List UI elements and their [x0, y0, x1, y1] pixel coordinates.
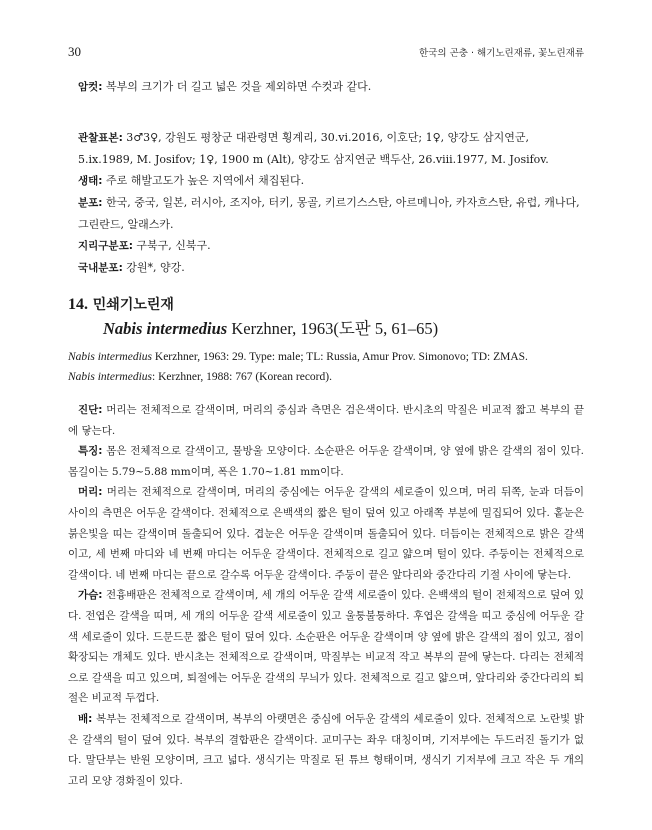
material-section — [68, 127, 584, 279]
ecology-text: 주로 해발고도가 높은 지역에서 채집된다. — [106, 174, 305, 187]
species-scientific-name: Nabis intermedius — [103, 319, 228, 338]
abdomen-label: 배: — [78, 712, 93, 725]
species-author-year: Kerzhner, 1963 — [231, 319, 334, 338]
reference-2 — [68, 367, 598, 387]
reference-2-sci: Nabis intermedius — [68, 371, 153, 383]
species-plate-ref: (도판 5, 61–65) — [333, 319, 439, 338]
material-text: 3♂3♀, 강원도 평창군 대관령면 횡계리, 30.vi.2016, 이호단; 1♀, 양강도 삼지연군, 5.ix.1989, M. Josifov; 1♀, 1900 m (Alt), 양강도 삼지연군 백두산, 26.viii.1977, M. Josifov. — [78, 131, 549, 166]
thorax-label: 가슴: — [78, 589, 103, 602]
abdomen-paragraph — [68, 709, 584, 791]
female-section — [68, 76, 584, 98]
reference-2-text: : Kerzhner, 1988: 767 (Korean record). — [152, 371, 332, 383]
geo-distribution-text: 구북구, 신북구. — [136, 239, 211, 252]
diagnosis-label: 진단: — [78, 404, 103, 416]
reference-1 — [68, 347, 598, 367]
domestic-distribution-text: 강원*, 양강. — [126, 261, 185, 274]
domestic-distribution-label: 국내분포: — [78, 262, 123, 274]
thorax-paragraph — [68, 585, 584, 709]
female-label: 암컷: — [78, 81, 103, 93]
page-header — [68, 44, 584, 60]
features-paragraph — [68, 441, 584, 482]
geo-distribution-label: 지리구분포: — [78, 240, 133, 252]
abdomen-text: 복부는 전체적으로 갈색이며, 복부의 아랫면은 중심에 어두운 갈색의 세로줄이 있다. 전체적으로 노란빛 밝은 갈색의 털이 덮여 있다. 복부의 결합판은 갈색이다. 교미구는 좌우 대칭이며, 기저부에는 두드러진 돌기가 없다. 말단부는 반원 모양이며, 크고 넓다. 생식기는 막질로 된 튜브 형태이며, 생식기 기저부에 크고 작은 두 개의 고리 모양 경화질이 있다. — [68, 712, 585, 787]
head-text: 머리는 전체적으로 갈색이며, 머리의 중심에는 어두운 갈색의 세로줄이 있으며, 머리 뒤쪽, 눈과 더듬이 사이의 측면은 어두운 갈색이다. 전체적으로 은백색의 짧은 털이 덮여 있고 아래쪽 부분에 밀집되어 있다. 홑눈은 붉은빛을 띠는 갈색이며 돌출되어 있다. 겹눈은 어두운 갈색이며 돌출되어 있다. 더듬이는 전체적으로 밝은 갈색이고, 세 번째 마디와 네 번째 마디는 어두운 갈색이다. 전체적으로 길고 얇으며 털이 있다. 주둥이는 전체적으로 갈색이다. 네 번째 마디는 끝으로 갈수록 어두운 갈색이다. 주둥이 끝은 앞다리와 중간다리 기절 사이에 닿는다. — [68, 486, 584, 581]
ecology-label: 생태: — [78, 175, 103, 187]
references — [68, 347, 598, 387]
distribution-label: 분포: — [78, 197, 103, 209]
diagnosis-text: 머리는 전체적으로 갈색이며, 머리의 중심과 측면은 검은색이다. 반시초의 막질은 비교적 짧고 복부의 끝에 닿는다. — [68, 404, 585, 437]
features-label: 특징: — [78, 445, 103, 458]
head-paragraph — [68, 482, 584, 585]
reference-1-text: Kerzhner, 1963: 29. Type: male; TL: Russia, Amur Prov. Simonovo; TD: ZMAS. — [152, 351, 528, 363]
species-korean-name: 민쇄기노린재 — [92, 297, 174, 313]
material-label: 관찰표본: — [78, 132, 123, 144]
female-text: 복부의 크기가 더 길고 넓은 것을 제외하면 수컷과 같다. — [106, 80, 372, 93]
distribution-text: 한국, 중국, 일본, 러시아, 조지아, 터키, 몽골, 키르기스스탄, 아르메니아, 카자흐스탄, 유럽, 캐나다, 그린란드, 알래스카. — [78, 196, 580, 231]
features-text: 몸은 전체적으로 갈색이고, 물방울 모양이다. 소순판은 어두운 갈색이며, 양 옆에 밝은 갈색의 점이 있다. 몸길이는 5.79~5.88 mm이며, 폭은 1.70~1.81 mm이다. — [68, 445, 584, 478]
species-heading — [68, 292, 584, 341]
species-number: 14. — [68, 296, 88, 313]
reference-1-sci: Nabis intermedius — [68, 351, 153, 363]
head-label: 머리: — [78, 486, 103, 499]
thorax-text: 전흉배판은 전체적으로 갈색이며, 세 개의 어두운 갈색 세로줄이 있다. 은백색의 털이 전체적으로 덮여 있다. 전엽은 갈색을 띠며, 세 개의 어두운 갈색 세로줄이 있고 울퉁불퉁하다. 후엽은 갈색을 띠고 중심에 어두운 갈색 세로줄이 있다. 드문드문 짧은 털이 덮여 있다. 소순판은 어두운 갈색이며 양 옆에 밝은 갈색의 점이 있고, 점이 확장되는 개체도 있다. 반시초는 전체적으로 갈색이며, 막질부는 비교적 작고 복부의 끝에 닿는다. 다리는 전체적으로 갈색을 띠고 있으며, 퇴절에는 어두운 갈색의 무늬가 있다. 전체적으로 길고 얇으며, 앞다리와 중간다리의 퇴절은 비교적 두껍다. — [68, 589, 584, 705]
description — [68, 400, 584, 791]
page-number: 30 — [68, 44, 81, 59]
diagnosis-paragraph — [68, 400, 584, 441]
running-head: 한국의 곤충 · 해기노린재류, 꽃노린재류 — [419, 48, 584, 59]
